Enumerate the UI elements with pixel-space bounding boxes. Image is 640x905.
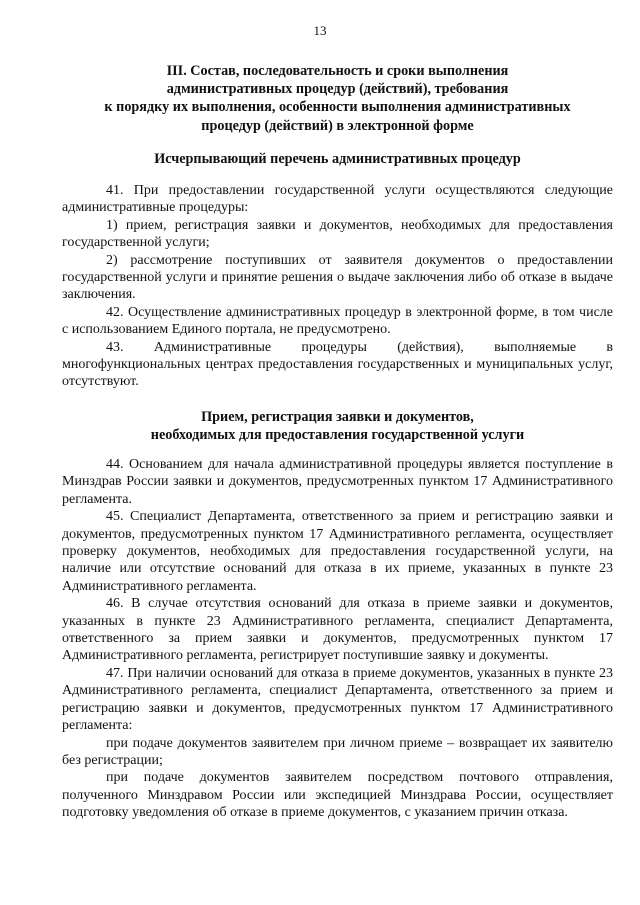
section-title-line: к порядку их выполнения, особенности выполнения административных [104, 99, 571, 116]
paragraph: 46. В случае отсутствия оснований для отказа в приеме заявки и документов, указанных в пункте 23 Административного регламента, специалист Департамента, ответственного за прием заявки и документов, предусмотренных пунктом 17 Административного регламента, регистрирует поступившие заявку и документы. [62, 596, 613, 664]
paragraph: 1) прием, регистрация заявки и документов, необходимых для предоставления государственной услуги; [62, 217, 613, 251]
paragraph: при подаче документов заявителем посредством почтового отправления, полученного Минздравом России или экспедицией Минздрава России, осуществляет подготовку уведомления об отказе в приеме документов, с указанием причин отказа. [62, 770, 613, 821]
paragraph: 42. Осуществление административных процедур в электронной форме, в том числе с использованием Единого портала, не предусмотрено. [62, 304, 613, 338]
section-title [60, 62, 615, 135]
subsection-title [60, 408, 615, 444]
paragraph-block [62, 456, 613, 822]
page-number: 13 [313, 23, 327, 38]
paragraph-block [62, 182, 613, 391]
subsection-title-line: Исчерпывающий перечень административных процедур [154, 151, 521, 167]
paragraph: 45. Специалист Департамента, ответственного за прием и регистрацию заявки и документов, предусмотренных пунктом 17 Административного регламента, осуществляет проверку документов, необходимых для предоставления государственной услуги, на наличие или отсутствие оснований для отказа в их приеме, указанных в пункте 23 Административного регламента. [62, 509, 613, 594]
paragraph: 47. При наличии оснований для отказа в приеме документов, указанных в пункте 23 Административного регламента, специалист Департамента, ответственного за прием и регистрацию заявки и документов, предусмотренных пунктом 17 Административного регламента: [62, 665, 613, 734]
paragraph: при подаче документов заявителем при личном приеме – возвращает их заявителю без регистрации; [62, 735, 613, 768]
section-title-line: процедур (действий) в электронной форме [201, 117, 474, 134]
section-title-line: административных процедур (действий), требования [166, 81, 509, 98]
paragraph: 44. Основанием для начала административной процедуры является поступление в Минздрав России заявки и документов, предусмотренных пунктом 17 Административного регламента. [62, 457, 613, 507]
subsection-title-line: необходимых для предоставления государственной услуги [150, 427, 525, 444]
paragraph: 43. Административные процедуры (действия), выполняемые в многофункциональных центрах предоставления государственных и муниципальных услуг, отсутствуют. [62, 339, 613, 390]
paragraph: 2) рассмотрение поступивших от заявителя документов о предоставлении государственной услуги и принятие решения о выдаче заключения либо об отказе в выдаче заключения. [62, 252, 613, 303]
section-title-line: III. Состав, последовательность и сроки выполнения [166, 63, 509, 79]
subsection-title [60, 150, 615, 168]
paragraph: 41. При предоставлении государственной услуги осуществляются следующие административные процедуры: [62, 183, 613, 216]
subsection-title-line: Прием, регистрация заявки и документов, [201, 409, 474, 425]
